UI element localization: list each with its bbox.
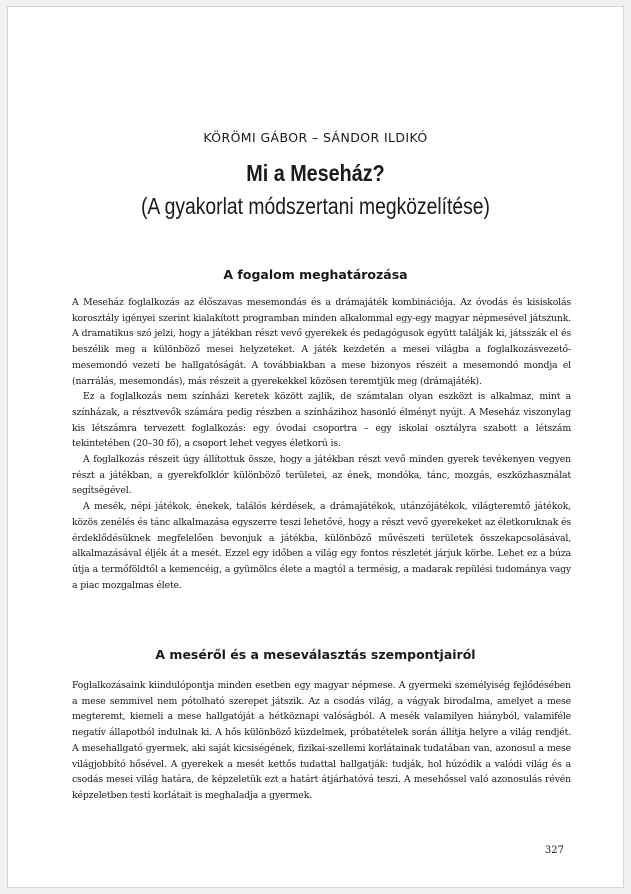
authors: KÖRÖMI GÁBOR – SÁNDOR ILDIKÓ <box>203 130 428 145</box>
paragraph: Ez a foglalkozás nem színházi keretek között zajlik, de számtalan olyan eszközt is alkalmaz, mint a színházak, a résztvevők számára pedig részben a színházihoz hasonló élményt nyújt. A Meseház viszonylag kis létszámra tervezett foglalkozás: egy óvodai csoportra – egy iskolai osztályra szabott a létszám tekintetében (20–30 fő), a csoport lehet vegyes életkorú is. <box>72 391 571 450</box>
section-heading-tale-selection: A meséről és a meseválasztás szempontjairól <box>155 647 476 662</box>
article-title: Mi a Meseház? <box>246 160 385 186</box>
section-body-definition <box>72 295 571 593</box>
paragraph: A Meseház foglalkozás az élőszavas mesemondás és a drámajáték kombinációja. Az óvodás és kisiskolás korosztály igényei szerint kialakított programban minden alkalommal egy-egy magyar népmesével játszunk. A dramatikus szó jelzi, hogy a játékban részt vevő gyerekek és pedagógusok együtt találják ki, játsszák el és beszélik meg a különböző mesei helyzeteket. A játék kezdetén a mesei világba a foglalkozásvezető-mesemondó vezeti be hallgatóságát. A továbbiakban a mese bizonyos részeit a mesemondó mondja el (narrálás, mesemondás), más részeit a gyerekekkel közösen teremtjük meg (drámajáték). <box>72 297 571 387</box>
paragraph: A foglalkozás részeit úgy állítottuk össze, hogy a játékban részt vevő minden gyerek tevékenyen vegyen részt a játékban, a gyerekfolklór különböző területei, az ének, mondóka, tánc, mozgás, eszközhasználat segítségével. <box>72 454 571 497</box>
paragraph: A mesék, népi játékok, énekek, találós kérdések, a drámajátékok, utánzójátékok, világteremtő játékok, közös zenélés és tánc alkalmazása egyszerre teszi lehetővé, hogy a részt vevő gyerekeket az életkoruknak és érdeklődésüknek megfelelően bevonjuk a játékba, különböző művészeti területek összekapcsolásával, alkalmazásával éljék át a mesét. Ezzel egy időben a világ egy fontos részletét járjuk körbe. Lehet ez a búza útja a termőföldtől a kemencéig, a gyümölcs élete a magtól a termésig, a madarak repülési tudománya vagy a piac mozgalmas élete. <box>72 501 571 591</box>
section-heading-definition: A fogalom meghatározása <box>223 267 408 282</box>
section-body-tale-selection <box>72 678 571 804</box>
page-number: 327 <box>544 845 564 856</box>
paragraph: Foglalkozásaink kiindulópontja minden esetben egy magyar népmese. A gyermeki személyiség fejlődésében a mese semmivel nem pótolható szerepet játszik. Az a csodás világ, a vágyak birodalma, amelyet a mese megteremt, kiemeli a mese hallgatóját a hétköznapi valóságból. A mesék valamilyen hiányból, valamiféle negatív állapotból indulnak ki. A hős különböző küzdelmek, próbatételek során állítja helyre a világ rendjét. A mesehallgató gyermek, aki saját kicsiségének, fizikai-szellemi korlátainak tudatában van, azonosul a mese világjobbító hősével. A gyerekek a mesét kettős tudattal hallgatják: tudják, hol húzódik a valódi világ és a csodás mesei világ határa, de képzeletük ezt a határt átjárhatóvá teszi. A mesehőssel való azonosulás révén képzeletben testi korlátait is meghaladja a gyermek. <box>72 680 571 801</box>
article-subtitle: (A gyakorlat módszertani megközelítése) <box>141 193 490 219</box>
document-page <box>7 6 624 888</box>
